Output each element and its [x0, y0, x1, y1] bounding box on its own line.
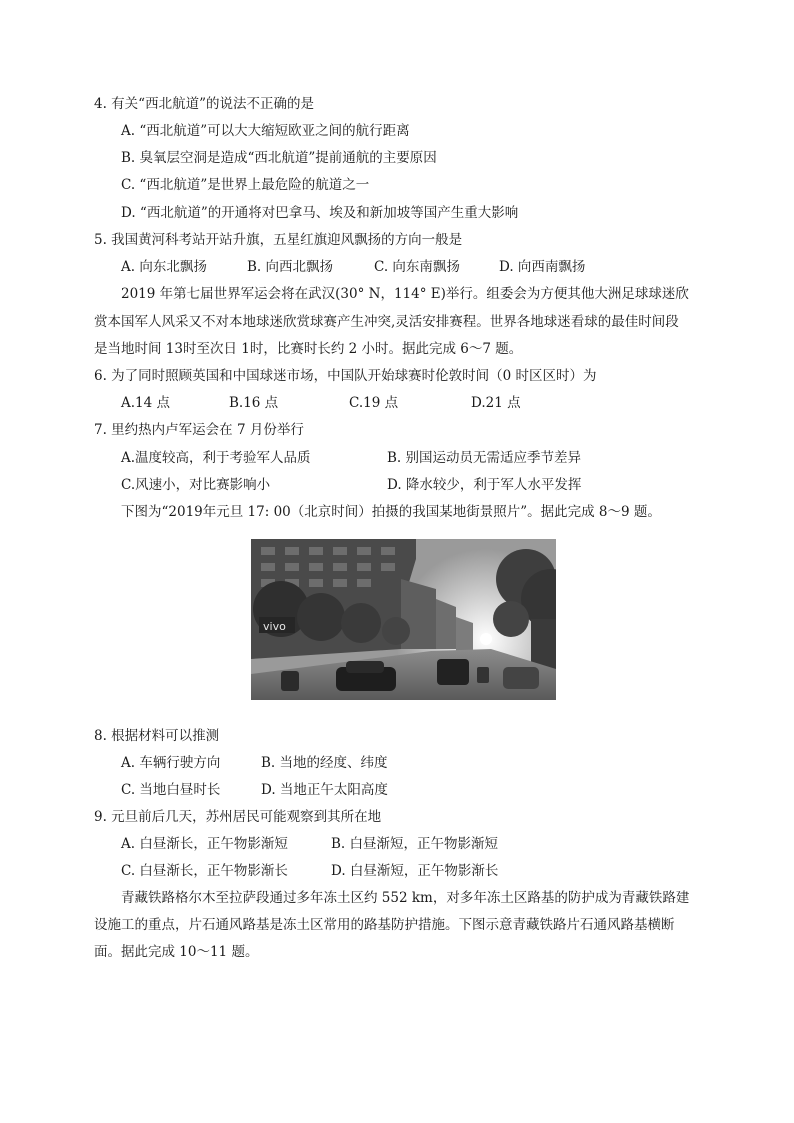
q7-option-a: A.温度较高，利于考验军人品质	[121, 450, 311, 466]
q7-option-c: C.风速小，对比赛影响小	[121, 477, 271, 493]
sun	[480, 633, 492, 645]
material-10-11-line1: 青藏铁路格尔木至拉萨段通过多年冻土区约 552 km，对多年冻土区路基的防护成为青藏铁路建	[121, 890, 690, 906]
q9-option-b: B. 白昼渐短，正午物影渐短	[331, 836, 499, 852]
material-6-7-line1: 2019 年第七届世界军运会将在武汉(30° N，114° E)举行。组委会为方便其他大洲足球球迷欣	[121, 286, 689, 302]
q8-option-c: C. 当地白昼时长	[121, 782, 221, 798]
q4-option-d: D. “西北航道”的开通将对巴拿马、埃及和新加坡等国产生重大影响	[121, 205, 519, 221]
q9-option-c: C. 白昼渐长，正午物影渐长	[121, 863, 288, 879]
q7-option-b: B. 别国运动员无需适应季节差异	[387, 450, 582, 466]
material-6-7-line2: 赏本国军人风采又不对本地球迷欣赏球赛产生冲突,灵活安排赛程。世界各地球迷看球的最佳时间段	[94, 314, 679, 330]
q5-option-a: A. 向东北飘扬	[121, 259, 207, 275]
vivo-sign: vivo	[263, 620, 286, 633]
q4-option-a: A. “西北航道”可以大大缩短欧亚之间的航行距离	[121, 123, 410, 139]
q6-option-b: B.16 点	[229, 395, 279, 411]
q4-option-c: C. “西北航道”是世界上最危险的航道之一	[121, 177, 370, 193]
q6-option-d: D.21 点	[471, 395, 521, 411]
q8-option-b: B. 当地的经度、纬度	[261, 755, 388, 771]
q5-option-c: C. 向东南飘扬	[374, 259, 460, 275]
q8-stem: 8. 根据材料可以推测	[94, 728, 220, 744]
q9-option-a: A. 白昼渐长，正午物影渐短	[121, 836, 288, 852]
q9-option-d: D. 白昼渐短，正午物影渐长	[331, 863, 499, 879]
q5-option-d: D. 向西南飘扬	[499, 259, 586, 275]
q8-option-a: A. 车辆行驶方向	[121, 755, 221, 771]
q6-stem: 6. 为了同时照顾英国和中国球迷市场，中国队开始球赛时伦敦时间（0 时区区时）为	[94, 368, 597, 384]
q6-option-c: C.19 点	[349, 395, 399, 411]
q5-stem: 5. 我国黄河科考站开站升旗，五星红旗迎风飘扬的方向一般是	[94, 232, 463, 248]
q9-stem: 9. 元旦前后几天，苏州居民可能观察到其所在地	[94, 809, 382, 825]
q7-option-d: D. 降水较少，利于军人水平发挥	[387, 477, 582, 493]
q4-option-b: B. 臭氧层空洞是造成“西北航道”提前通航的主要原因	[121, 150, 437, 166]
q4-stem: 4. 有关“西北航道”的说法不正确的是	[94, 96, 314, 112]
material-10-11-line2: 设施工的重点，片石通风路基是冻土区常用的路基防护措施。下图示意青藏铁路片石通风路基横断	[94, 917, 675, 933]
q5-option-b: B. 向西北飘扬	[247, 259, 334, 275]
q8-option-d: D. 当地正午太阳高度	[261, 782, 388, 798]
q7-stem: 7. 里约热内卢军运会在 7 月份举行	[94, 422, 304, 438]
material-10-11-line3: 面。据此完成 10～11 题。	[94, 944, 259, 960]
material-6-7-line3: 是当地时间 13时至次日 1时，比赛时长约 2 小时。据此完成 6～7 题。	[94, 341, 523, 357]
material-8-9: 下图为“2019年元旦 17: 00（北京时间）拍摄的我国某地街景照片”。据此完成 8～9 题。	[121, 504, 661, 520]
q6-option-a: A.14 点	[121, 395, 171, 411]
street-photo	[251, 539, 556, 700]
